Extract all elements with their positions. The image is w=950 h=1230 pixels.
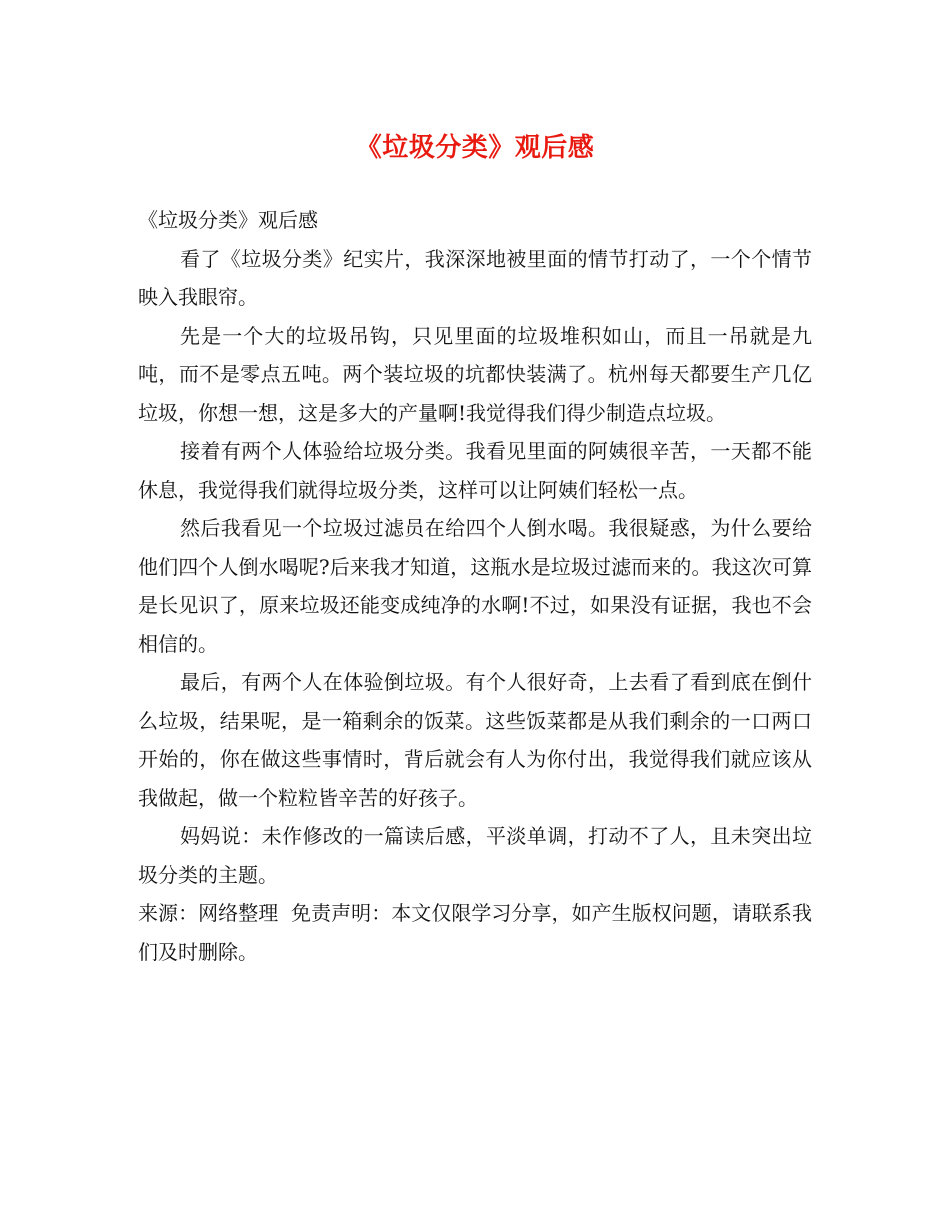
paragraph-1: 看了《垃圾分类》纪实片，我深深地被里面的情节打动了，一个个情节映入我眼帘。	[138, 246, 812, 309]
subtitle-line: 《垃圾分类》观后感	[138, 208, 318, 232]
paragraph-6: 妈妈说：未作修改的一篇读后感，平淡单调，打动不了人，且未突出垃圾分类的主题。	[138, 824, 812, 887]
paragraph-5: 最后，有两个人在体验倒垃圾。有个人很好奇，上去看了看到底在倒什么垃圾，结果呢，是一箱剩余的饭菜。这些饭菜都是从我们剩余的一口两口开始的，你在做这些事情时，背后就会有人为你付出，我觉得我们就应该从我做起，做一个粒粒皆辛苦的好孩子。	[138, 670, 812, 810]
paragraph-4: 然后我看见一个垃圾过滤员在给四个人倒水喝。我很疑惑，为什么要给他们四个人倒水喝呢?后来我才知道，这瓶水是垃圾过滤而来的。我这次可算是长见识了，原来垃圾还能变成纯净的水啊!不过，如果没有证据，我也不会相信的。	[138, 516, 812, 656]
paragraph-2: 先是一个大的垃圾吊钩，只见里面的垃圾堆积如山，而且一吊就是九吨，而不是零点五吨。两个装垃圾的坑都快装满了。杭州每天都要生产几亿垃圾，你想一想，这是多大的产量啊!我觉得我们得少制造点垃圾。	[138, 323, 812, 425]
document-title: 《垃圾分类》观后感	[355, 133, 595, 163]
paragraph-3: 接着有两个人体验给垃圾分类。我看见里面的阿姨很辛苦，一天都不能休息，我觉得我们就得垃圾分类，这样可以让阿姨们轻松一点。	[138, 439, 812, 502]
document-body	[138, 201, 812, 971]
footer-disclaimer: 来源：网络整理 免责声明：本文仅限学习分享，如产生版权问题，请联系我们及时删除。	[138, 901, 812, 964]
